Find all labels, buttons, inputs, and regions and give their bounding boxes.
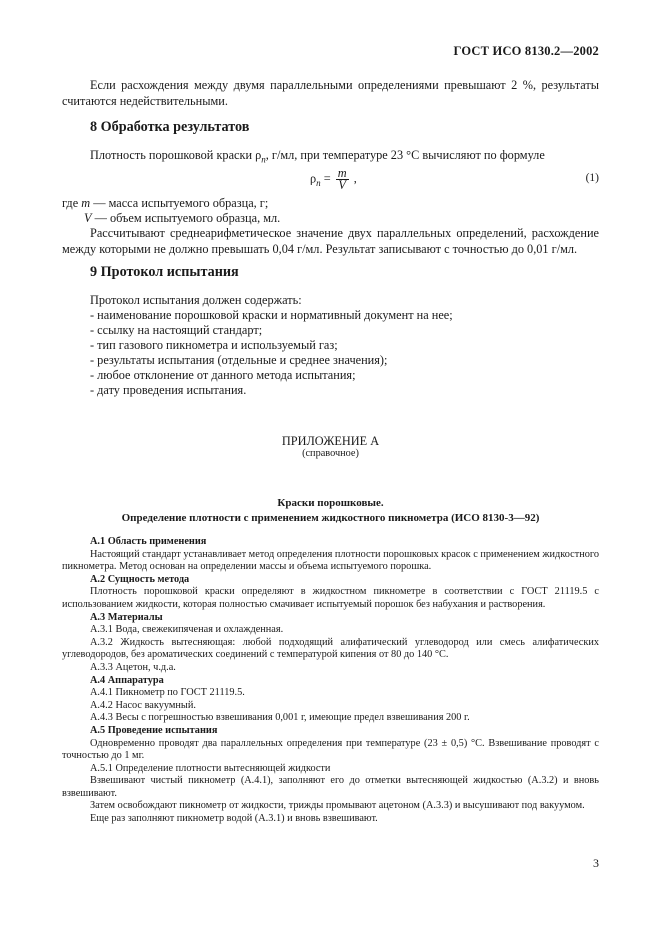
formula-equals: = (320, 171, 334, 186)
a1-text: Настоящий стандарт устанавливает метод определения плотности порошковых красок с применением жидкостного пикнометра. Метод основан на определении массы и объема испытуемого порошка. (62, 548, 599, 573)
protocol-list-item: - тип газового пикнометра и используемый газ; (90, 338, 338, 352)
a4-item-3: А.4.3 Весы с погрешностью взвешивания 0,001 г, имеющие предел взвешивания 200 г. (90, 712, 470, 724)
protocol-list-item: - результаты испытания (отдельные и среднее значения); (90, 353, 388, 367)
paragraph-invalid-results: Если расхождения между двумя параллельными определениями превышают 2 %, результаты считаются недействительными. (62, 78, 599, 108)
paragraph-average-calculation: Рассчитывают среднеарифметическое значение двух параллельных определений, расхождение между которыми не должно превышать 0,04 г/мл. Результат записывают с точностью до 0,01 г/мл. (62, 226, 599, 256)
annex-name-line1: Краски порошковые. (277, 497, 384, 509)
protocol-list-item: - любое отклонение от данного метода испытания; (90, 368, 356, 382)
a5-paragraph-1: Одновременно проводят два параллельных определения при температуре (23 ± 0,5) °С. Взвешивание проводят с точностью до 1 мг. (62, 737, 599, 762)
a3-item-2: А.3.2 Жидкость вытесняющая: любой подходящий алифатический углеводород или смесь алифатических углеводородов, без ароматических соединений с температурой кипения от 80 до 140 °С. (62, 636, 599, 661)
annex-name-line2: Определение плотности с применением жидкостного пикнометра (ИСО 8130-3—92) (121, 512, 540, 524)
a4-item-2: А.4.2 Насос вакуумный. (90, 699, 196, 711)
a5-paragraph-2: Взвешивают чистый пикнометр (А.4.1), заполняют его до отметки вытесняющей жидкостью (А.3.2) и вновь взвешивают. (62, 775, 599, 799)
a4-heading: А.4 Аппаратура (90, 674, 164, 686)
a2-heading: А.2 Сущность метода (90, 573, 190, 585)
page-number: 3 (593, 856, 599, 870)
annex-subtitle: (справочное) (302, 448, 359, 459)
protocol-list-item: - ссылку на настоящий стандарт; (90, 323, 263, 337)
annex-title: ПРИЛОЖЕНИЕ А (281, 434, 380, 448)
where-v-variable: V (84, 211, 92, 225)
density-formula (310, 168, 357, 191)
section-9-heading: 9 Протокол испытания (90, 264, 239, 280)
a5-heading: А.5 Проведение испытания (90, 724, 218, 736)
a3-item-3: А.3.3 Ацетон, ч.д.а. (90, 661, 176, 673)
formula-numerator: m (337, 166, 347, 180)
protocol-list-item: - наименование порошковой краски и нормативный документ на нее; (90, 308, 453, 322)
equation-number: (1) (585, 172, 599, 184)
where-v-line (84, 211, 280, 226)
a5-paragraph-4: Еще раз заполняют пикнометр водой (А.3.1) и вновь взвешивают. (90, 813, 378, 825)
where-m-line (62, 196, 268, 211)
a3-item-1: А.3.1 Вода, свежекипяченая и охлажденная. (90, 624, 284, 636)
where-m-variable: m (81, 196, 91, 210)
a3-heading: А.3 Материалы (90, 611, 163, 623)
annex-body (62, 536, 599, 826)
section-8-heading: 8 Обработка результатов (90, 119, 250, 135)
formula-subscript: п (316, 177, 321, 188)
a1-heading: А.1 Область применения (90, 536, 207, 547)
intro-subscript: п (261, 154, 266, 165)
where-m-prefix: где (62, 196, 82, 210)
section-8-intro (90, 148, 545, 167)
formula-denominator: V (338, 178, 346, 192)
a5-paragraph-3: Затем освобождают пикнометр от жидкости, трижды промывают ацетоном (А.3.3) и высушивают под вакуумом. (90, 800, 585, 812)
section-9-intro: Протокол испытания должен содержать: (90, 293, 302, 307)
formula-tail: , (350, 171, 357, 186)
a5-1-subheading: А.5.1 Определение плотности вытесняющей жидкости (90, 762, 331, 774)
where-m-text: — масса испытуемого образца, г; (90, 196, 269, 210)
intro-text-b: , г/мл, при температуре 23 °С вычисляют по формуле (265, 148, 545, 162)
a4-item-1: А.4.1 Пикнометр по ГОСТ 21119.5. (90, 687, 245, 699)
where-v-text: — объем испытуемого образца, мл. (91, 211, 281, 225)
a2-text: Плотность порошковой краски определяют в жидкостном пикнометре в соответствии с ГОСТ 21119.5 с использованием жидкости, которая полностью смачивает испытуемый порошок без набухания и растворения. (62, 586, 599, 610)
document-header-code: ГОСТ ИСО 8130.2—2002 (453, 44, 599, 58)
formula-lhs: ρ (310, 171, 317, 186)
formula-fraction (336, 168, 349, 191)
protocol-list-item: - дату проведения испытания. (90, 383, 247, 397)
intro-text-a: Плотность порошковой краски ρ (90, 148, 262, 162)
